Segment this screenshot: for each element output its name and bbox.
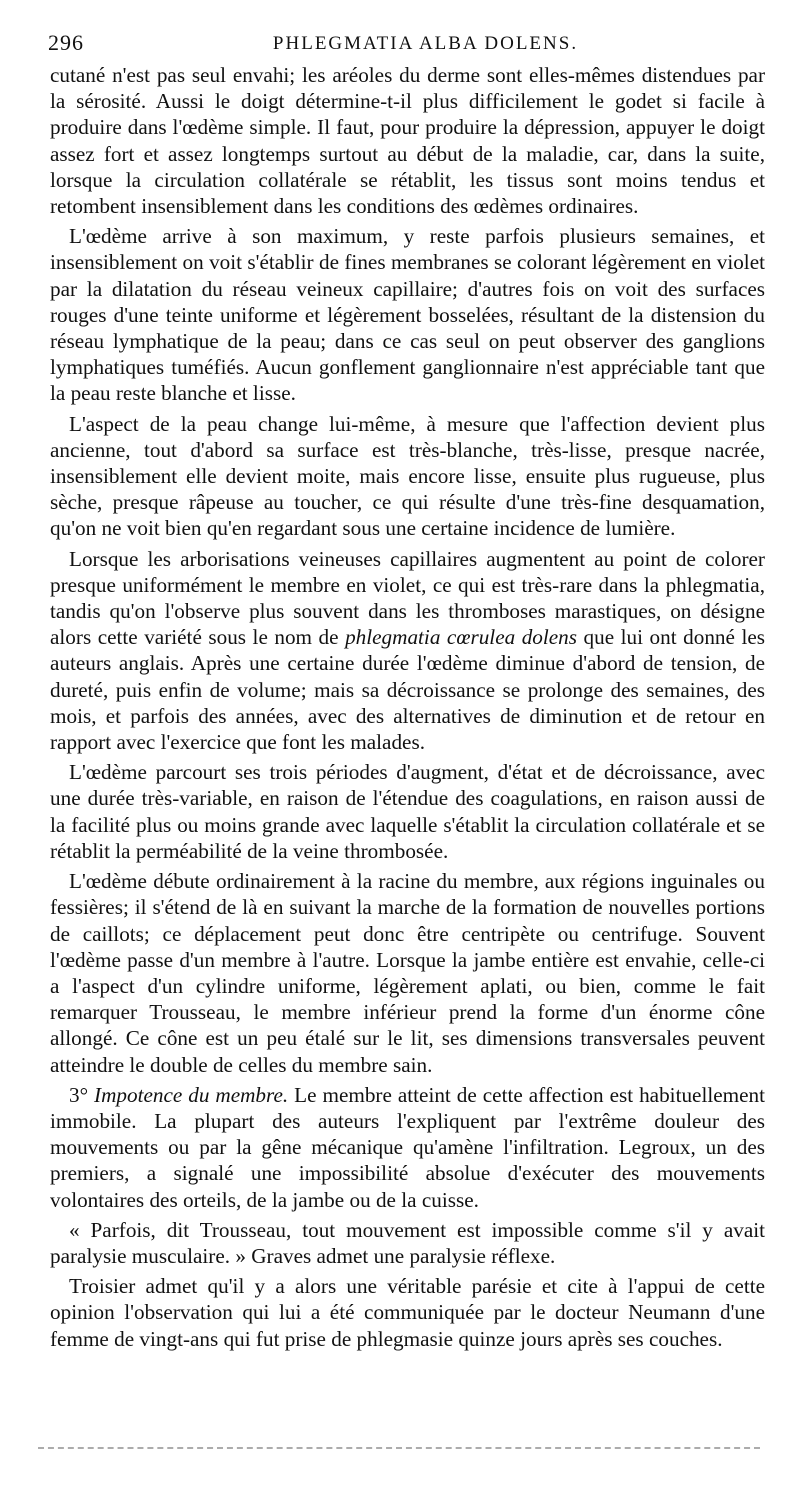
paragraph: cutané n'est pas seul envahi; les aréoles du derme sont elles-mêmes distendues par la sérosité. Aussi le doigt détermine-t-il plus difficilement le godet si facile à produire dans l'œdème simple. Il faut, pour produire la dépression, appuyer le doigt assez fort et assez longtemps surtout au début de la maladie, car, dans la suite, lorsque la circulation collatérale se rétablit, les tissus sont moins tendus et retombent insensiblement dans les conditions des œdèmes ordinaires. [50,63,765,219]
paragraph-text: Lorsque les arborisations veineuses capillaires augmentent au point de colorer presque uniformément le membre en violet, ce qui est très-rare dans la phlegmatia, tandis qu'on l'observe plus souvent dans les thromboses marastiques, on désigne alors cette variété sous le nom de [50,546,765,650]
paragraph [50,1082,765,1213]
paragraph: L'œdème débute ordinairement à la racine du membre, aux régions inguinales ou fessières; il s'étend de là en suivant la marche de la formation de nouvelles portions de caillots; ce déplacement peut donc être centripète ou centrifuge. Souvent l'œdème passe d'un membre à l'autre. Lorsque la jambe entière est envahie, celle-ci a l'aspect d'un cylindre uniforme, légèrement aplati, ou bien, comme le fait remarquer Trousseau, le membre inférieur prend la forme d'un énorme cône allongé. Ce cône est un peu étalé sur le lit, ses dimensions transversales peuvent atteindre le double de celles du membre sain. [50,869,765,1077]
paragraph: Troisier admet qu'il y a alors une véritable parésie et cite à l'appui de cette opinion l'observation qui lui a été communiquée par le docteur Neumann d'une femme de vingt-ans qui fut prise de phlegmasie quinze jours après ses couches. [50,1274,765,1351]
paragraph-text: que lui ont donné les auteurs anglais. Après une certaine durée l'œdème diminue d'abord de tension, de dureté, puis enfin de volume; mais sa décroissance se prolonge des semaines, des mois, et parfois des années, avec des alternatives de diminution et de retour en rapport avec l'exercice que font les malades. [50,625,765,755]
paragraph [50,546,765,756]
running-title: PHLEGMATIA ALBA DOLENS. [272,33,579,54]
section-number: 3° [69,1082,95,1107]
page-number: 296 [48,30,84,55]
paragraph: « Parfois, dit Trousseau, tout mouvement est impossible comme s'il y avait paralysie musculaire. » Graves admet une paralysie réflexe. [50,1217,765,1268]
paragraph: L'œdème arrive à son maximum, y reste parfois plusieurs semaines, et insensiblement on voit s'établir de fines membranes se colorant légèrement en violet par la dilatation du réseau veineux capillaire; d'autres fois on voit des surfaces rouges d'une teinte uniforme et légèrement bosselées, résultant de la distension du réseau lymphatique de la peau; dans ce cas seul on peut observer des ganglions lymphatiques tuméfiés. Aucun gonflement ganglionnaire n'est appréciable tant que la peau reste blanche et lisse. [50,224,765,406]
paragraph: L'œdème parcourt ses trois périodes d'augment, d'état et de décroissance, avec une durée très-variable, en raison de l'étendue des coagulations, en raison aussi de la facilité plus ou moins grande avec laquelle s'établit la circulation collatérale et se rétablit la perméabilité de la veine thrombosée. [50,760,765,863]
page-header [48,30,763,58]
section-heading: Impotence du membre. [94,1082,289,1107]
footer-rule [38,1447,760,1449]
body-text [50,62,765,1356]
latin-term: phlegmatia cœrulea dolens [345,625,578,650]
paragraph-text: Le membre atteint de cette affection est habituellement immobile. La plupart des auteurs l'expliquent par l'extrême douleur des mouvements ou par la gêne mécanique qu'amène l'infiltration. Legroux, un des premiers, a signalé une impossibilité absolue d'exécuter des mouvements volontaires des orteils, de la jambe ou de la cuisse. [50,1082,765,1212]
paragraph: L'aspect de la peau change lui-même, à mesure que l'affection devient plus ancienne, tout d'abord sa surface est très-blanche, très-lisse, presque nacrée, insensiblement elle devient moite, mais encore lisse, ensuite plus rugueuse, plus sèche, presque râpeuse au toucher, ce qui résulte d'une très-fine desquamation, qu'on ne voit bien qu'en regardant sous une certaine incidence de lumière. [50,411,765,541]
